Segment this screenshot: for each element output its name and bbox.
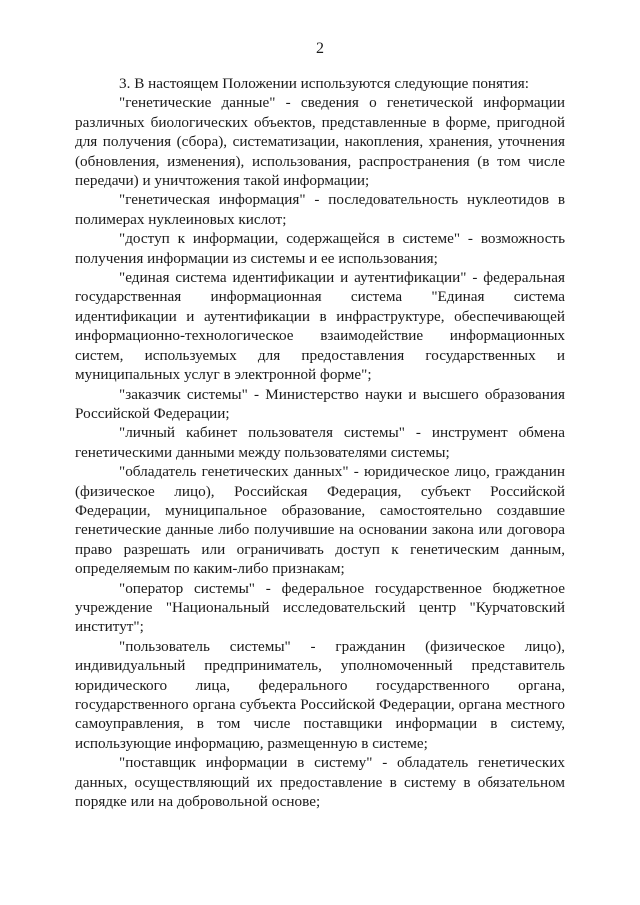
definition-user-personal-account: "личный кабинет пользователя системы" - инструмент обмена генетическими данными между пользователями системы; [75, 424, 565, 461]
definition-genetic-information: "генетическая информация" - последовательность нуклеотидов в полимерах нуклеиновых кислот; [75, 191, 565, 228]
document-page [75, 38, 565, 811]
definition-access-to-information: "доступ к информации, содержащейся в системе" - возможность получения информации из системы и ее использования; [75, 230, 565, 267]
definition-genetic-data: "генетические данные" - сведения о генетической информации различных биологических объектов, представленные в форме, пригодной для получения (сбора), систематизации, накопления, хранения, уточнения (обновления, изменения), использования, распространения (в том числе передачи) и уничтожения такой информации; [75, 94, 565, 190]
definition-information-supplier: "поставщик информации в систему" - обладатель генетических данных, осуществляющий их предоставление в систему в обязательном порядке или на добровольной основе; [75, 754, 565, 811]
definition-system-customer: "заказчик системы" - Министерство науки и высшего образования Российской Федерации; [75, 385, 565, 422]
intro-paragraph: 3. В настоящем Положении используются следующие понятия: [119, 75, 530, 92]
page-number: 2 [316, 40, 324, 57]
definition-genetic-data-holder: "обладатель генетических данных" - юридическое лицо, гражданин (физическое лицо), Российская Федерация, субъект Российской Федерации, муниципальное образование, самостоятельно создавшие генетические данные либо получившие на основании закона или договора право разрешать или ограничивать доступ к генетическим данным, определяемым по каким-либо признакам; [75, 463, 565, 578]
definition-system-user: "пользователь системы" - гражданин (физическое лицо), индивидуальный предприниматель, уполномоченный представитель юридического лица, федерального государственного органа, государственного органа субъекта Российской Федерации, органа местного самоуправления, в том числе поставщики информации в систему, использующие информацию, размещенную в системе; [75, 637, 565, 752]
definition-unified-identification-system: "единая система идентификации и аутентификации" - федеральная государственная информационная система "Единая система идентификации и аутентификации в инфраструктуре, обеспечивающей информационно-технологическое взаимодействие информационных систем, используемых для предоставления государственных и муниципальных услуг в электронной форме"; [75, 269, 565, 384]
definition-system-operator: "оператор системы" - федеральное государственное бюджетное учреждение "Национальный исследовательский центр "Курчатовский институт"; [75, 579, 565, 636]
